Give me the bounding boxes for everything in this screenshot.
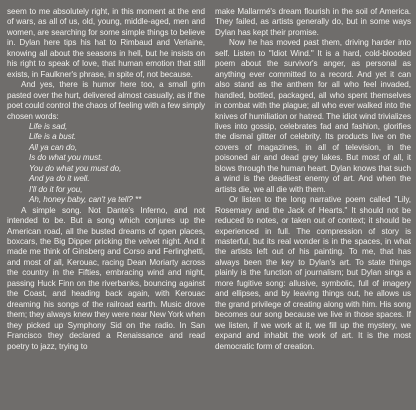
lyric-quote bbox=[7, 122, 205, 206]
lyric-line: All ya can do, bbox=[29, 142, 78, 152]
paragraph: Or listen to the long narrative poem called "Lily, Rosemary and the Jack of Hearts." It should not be reduced to notes, or taken out of context; it should be experienced in full. The compression of story is masterful, but its real wonder is in the spaces, in what the artists left out of his painting. To me, that has always been the key to Dylan's art. To state things plainly is the function of journalism; but Dylan sings a more fugitive song: allusive, symbolic, full of imagery and ellipses, and by leaving things out, he allows us the grand privilege of creating along with him. His song becomes our song because we live in those spaces. If we listen, if we work at it, we fill up the mystery, we expand and inhabit the work of art. It is the most democratic form of creation. bbox=[215, 195, 411, 351]
lyric-line: Life is a bust. bbox=[29, 132, 77, 142]
lyric-line: I'll do it for you, bbox=[29, 184, 83, 194]
lyric-line: Is do what you must. bbox=[29, 153, 103, 163]
right-column bbox=[215, 7, 411, 352]
lyric-line: You do what you must do, bbox=[29, 163, 122, 173]
paragraph: seem to me absolutely right, in this moment at the end of wars, as all of us, old, young, middle-aged, men and women, are searching for some simple things to believe in. Dylan here tips his hat to Rimbaud and Verlaine, knowing all about the seasons in hell, but he insists on his right to speak of love, that human emotion that still exists, in Faulkner's phrase, in spite of, not because. bbox=[7, 7, 205, 79]
left-column bbox=[7, 7, 205, 352]
lyric-line: Ah, honey baby, can't ya tell? ** bbox=[29, 195, 142, 205]
lyric-line: Life is sad, bbox=[29, 121, 68, 131]
paragraph: make Mallarmé's dream flourish in the soil of America. They failed, as artists generally do, but in some ways Dylan has kept their promise. bbox=[215, 7, 411, 37]
paragraph: And yes, there is humor here too, a small grin pasted over the hurt, delivered almost casually, as if the poet could control the chaos of feeling with a few simply chosen words: bbox=[7, 80, 205, 121]
paragraph: A simple song. Not Dante's Inferno, and not intended to be. But a song which conjures up the American road, all the busted dreams of open places, boxcars, the Big Dipper pricking the velvet night. And it made me think of Ginsberg and Corso and Ferlinghetti, and most of all, Kerouac, racing Dean Moriarty across the country in the Fifties, embracing wind and night, passing Huck Finn on the riverbanks, bouncing against the Coast, and heading back again, with Kerouac dreaming his songs of the railroad earth. Music drove them; they always knew they were near New York when they picked up Symphony Sid on the radio. In San Francisco they declared a Renaissance and read poetry to jazz, trying to bbox=[7, 205, 205, 351]
paragraph: Now he has moved past them, driving harder into self. Listen to "Idiot Wind." It is a hard, cold-blooded poem about the survivor's anger, as personal as anything ever committed to a record. And yet it can also stand as the anthem for all who feel invaded, handled, bottled, packaged, all who spent themselves in combat with the plague; all who ever walked into the knives of humiliation or hatred. The idiot wind trivializes lives into gossip, celebrates fad and fashion, glorifies the dismal glitter of celebrity. Its products live on the covers of magazines, in all of television, in the poisoned air and dead grey lakes. But most of all, it blows through the human heart. Dylan knows that such a wind is the deadliest enemy of art. And when the artists die, we all die with them. bbox=[215, 38, 411, 194]
lyric-line: And ya do it well. bbox=[29, 174, 90, 184]
